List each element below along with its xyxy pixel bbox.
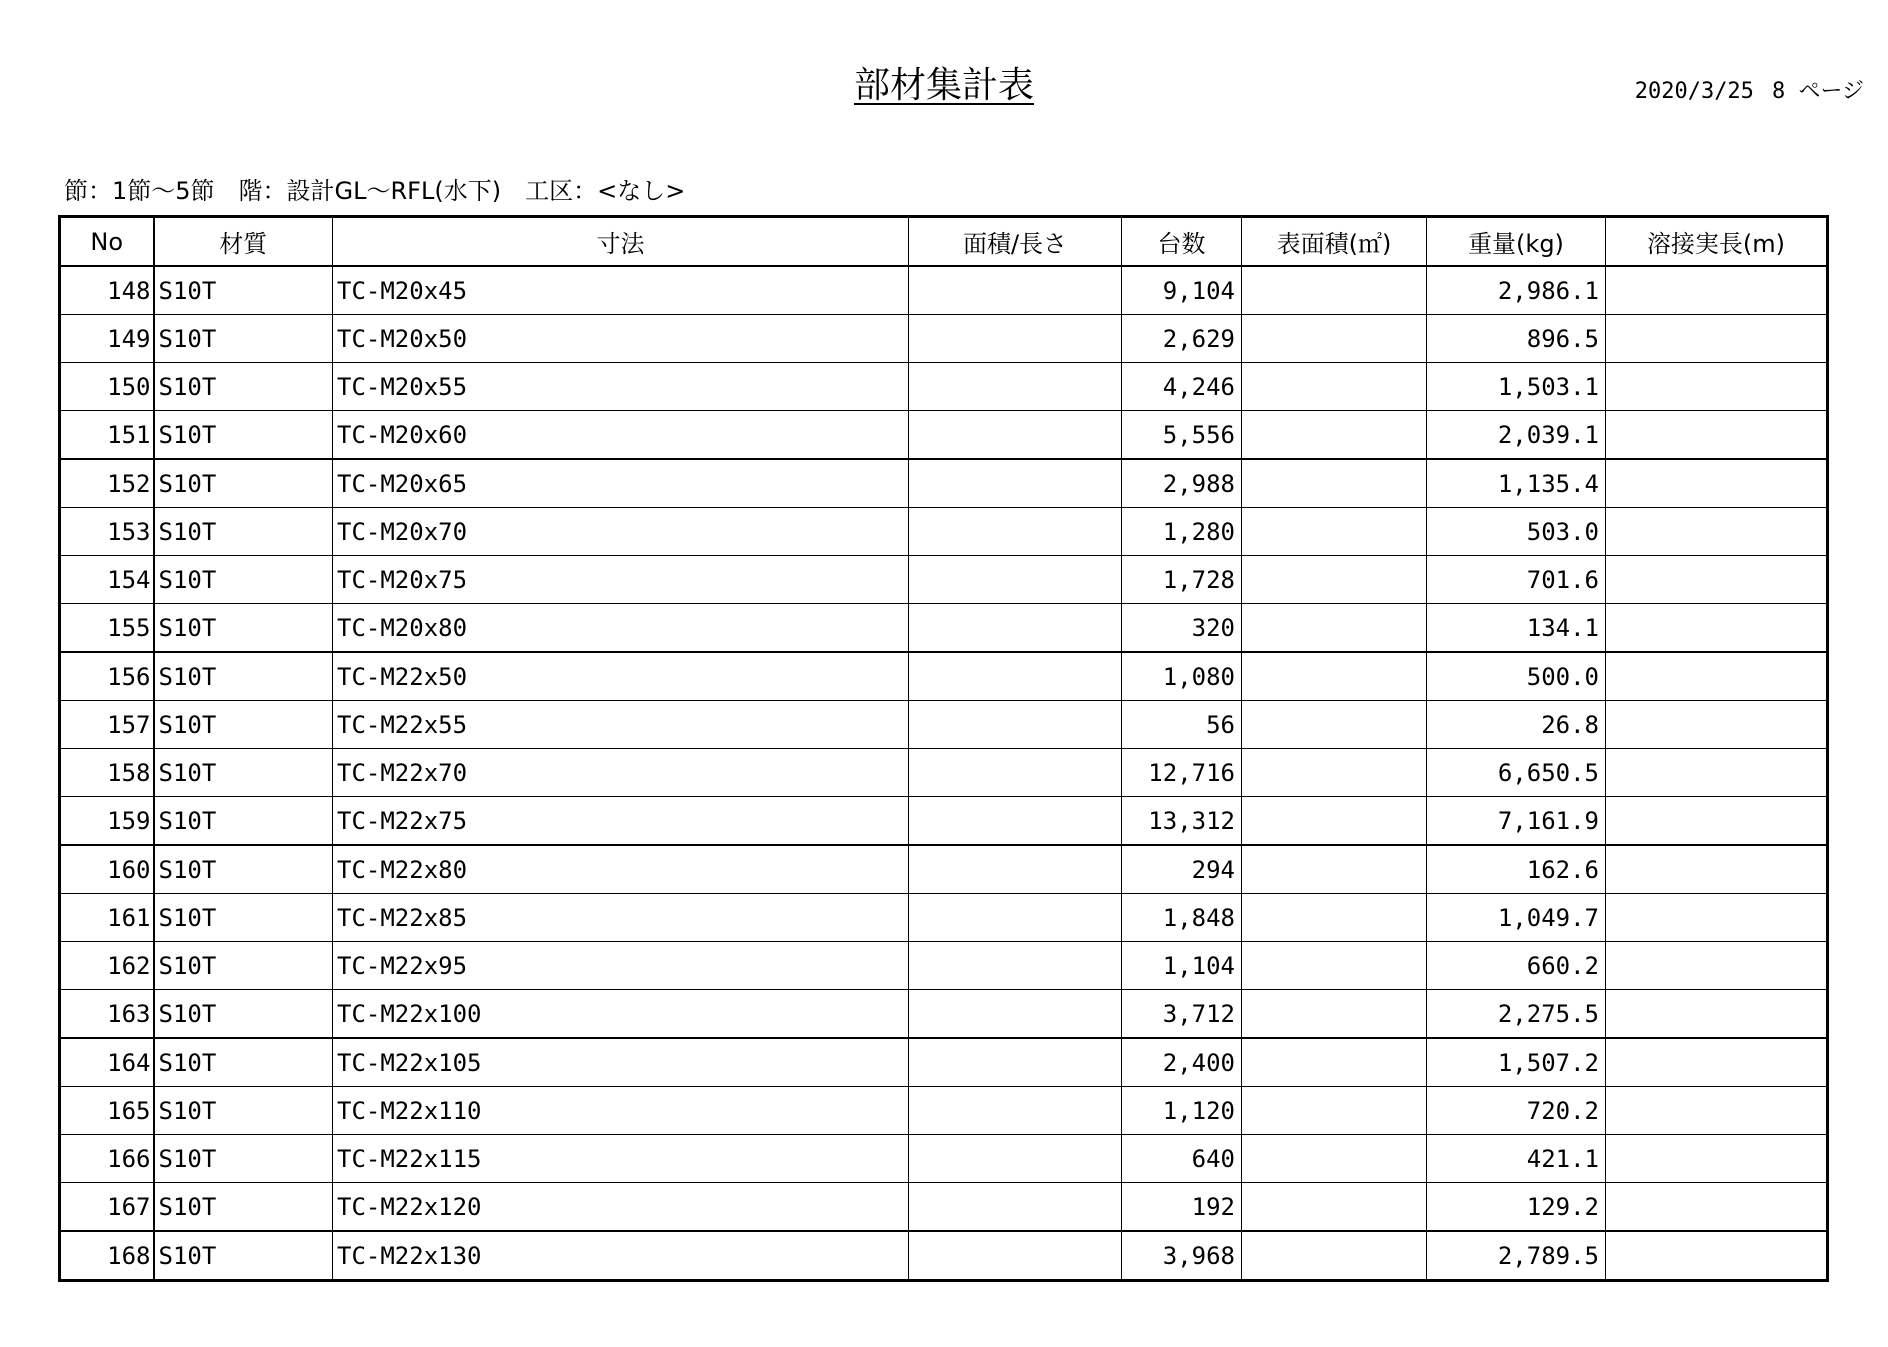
- cell-weld-length: [1606, 508, 1828, 556]
- cell-count: 4,246: [1122, 363, 1242, 411]
- page-number: 8: [1771, 79, 1786, 104]
- cell-weld-length: [1606, 749, 1828, 797]
- cell-surface-area: [1242, 701, 1427, 749]
- cell-area-length: [909, 1038, 1122, 1087]
- cell-surface-area: [1242, 845, 1427, 894]
- column-header-weight: 重量(kg): [1427, 217, 1606, 267]
- cell-material: S10T: [154, 845, 333, 894]
- cell-count: 13,312: [1122, 797, 1242, 846]
- table-row: [60, 1183, 1828, 1232]
- cell-no: 154: [60, 556, 154, 604]
- cell-area-length: [909, 1135, 1122, 1183]
- member-summary-table: [58, 215, 1829, 1282]
- table-row: [60, 411, 1828, 460]
- cell-weight: 26.8: [1427, 701, 1606, 749]
- cell-count: 320: [1122, 604, 1242, 653]
- cell-area-length: [909, 1183, 1122, 1232]
- cell-weld-length: [1606, 1038, 1828, 1087]
- cell-surface-area: [1242, 266, 1427, 315]
- cell-size: TC-M22x50: [333, 652, 909, 701]
- cell-material: S10T: [154, 1087, 333, 1135]
- cell-weld-length: [1606, 652, 1828, 701]
- cell-count: 1,120: [1122, 1087, 1242, 1135]
- cell-no: 164: [60, 1038, 154, 1087]
- cell-weight: 2,986.1: [1427, 266, 1606, 315]
- table-row: [60, 1135, 1828, 1183]
- cell-area-length: [909, 1231, 1122, 1281]
- table-row: [60, 363, 1828, 411]
- table-row: [60, 845, 1828, 894]
- cell-weight: 720.2: [1427, 1087, 1606, 1135]
- cell-no: 161: [60, 894, 154, 942]
- cell-weld-length: [1606, 942, 1828, 990]
- table-row: [60, 894, 1828, 942]
- cell-size: TC-M22x80: [333, 845, 909, 894]
- cell-material: S10T: [154, 701, 333, 749]
- cell-weight: 2,789.5: [1427, 1231, 1606, 1281]
- cell-size: TC-M20x75: [333, 556, 909, 604]
- cell-weight: 162.6: [1427, 845, 1606, 894]
- cell-surface-area: [1242, 556, 1427, 604]
- cell-surface-area: [1242, 894, 1427, 942]
- cell-area-length: [909, 1087, 1122, 1135]
- cell-size: TC-M20x45: [333, 266, 909, 315]
- cell-size: TC-M22x120: [333, 1183, 909, 1232]
- cell-area-length: [909, 411, 1122, 460]
- cell-weight: 134.1: [1427, 604, 1606, 653]
- cell-no: 149: [60, 315, 154, 363]
- cell-weight: 701.6: [1427, 556, 1606, 604]
- table-row: [60, 652, 1828, 701]
- cell-no: 156: [60, 652, 154, 701]
- cell-area-length: [909, 315, 1122, 363]
- cell-no: 163: [60, 990, 154, 1039]
- cell-size: TC-M22x115: [333, 1135, 909, 1183]
- cell-weld-length: [1606, 363, 1828, 411]
- cell-material: S10T: [154, 894, 333, 942]
- cell-no: 166: [60, 1135, 154, 1183]
- cell-material: S10T: [154, 363, 333, 411]
- table-row: [60, 990, 1828, 1039]
- cell-no: 165: [60, 1087, 154, 1135]
- table-row: [60, 508, 1828, 556]
- cell-area-length: [909, 556, 1122, 604]
- cell-count: 2,988: [1122, 459, 1242, 508]
- cell-surface-area: [1242, 942, 1427, 990]
- cell-material: S10T: [154, 411, 333, 460]
- cell-count: 1,848: [1122, 894, 1242, 942]
- cell-no: 148: [60, 266, 154, 315]
- cell-weight: 421.1: [1427, 1135, 1606, 1183]
- cell-size: TC-M22x55: [333, 701, 909, 749]
- cell-area-length: [909, 749, 1122, 797]
- table-row: [60, 604, 1828, 653]
- cell-no: 159: [60, 797, 154, 846]
- cell-surface-area: [1242, 363, 1427, 411]
- cell-weight: 1,507.2: [1427, 1038, 1606, 1087]
- table-row: [60, 459, 1828, 508]
- cell-area-length: [909, 363, 1122, 411]
- table-header-row: [60, 217, 1828, 267]
- column-header-size: 寸法: [333, 217, 909, 267]
- cell-weld-length: [1606, 604, 1828, 653]
- cell-area-length: [909, 266, 1122, 315]
- cell-weld-length: [1606, 411, 1828, 460]
- table-body: [60, 266, 1828, 1281]
- cell-area-length: [909, 797, 1122, 846]
- cell-material: S10T: [154, 797, 333, 846]
- cell-weld-length: [1606, 797, 1828, 846]
- cell-no: 153: [60, 508, 154, 556]
- column-header-count: 台数: [1122, 217, 1242, 267]
- cell-size: TC-M20x80: [333, 604, 909, 653]
- column-header-weld-length: 溶接実長(m): [1606, 217, 1828, 267]
- cell-weight: 7,161.9: [1427, 797, 1606, 846]
- cell-area-length: [909, 508, 1122, 556]
- cell-area-length: [909, 845, 1122, 894]
- cell-weld-length: [1606, 556, 1828, 604]
- table-row: [60, 942, 1828, 990]
- cell-count: 2,629: [1122, 315, 1242, 363]
- cell-material: S10T: [154, 266, 333, 315]
- cell-size: TC-M20x50: [333, 315, 909, 363]
- column-header-surface-area: 表面積(㎡): [1242, 217, 1427, 267]
- cell-weight: 2,275.5: [1427, 990, 1606, 1039]
- cell-count: 294: [1122, 845, 1242, 894]
- table-row: [60, 556, 1828, 604]
- cell-weight: 6,650.5: [1427, 749, 1606, 797]
- cell-weight: 660.2: [1427, 942, 1606, 990]
- cell-count: 5,556: [1122, 411, 1242, 460]
- cell-surface-area: [1242, 1038, 1427, 1087]
- cell-weld-length: [1606, 701, 1828, 749]
- cell-weld-length: [1606, 315, 1828, 363]
- cell-surface-area: [1242, 1135, 1427, 1183]
- cell-count: 192: [1122, 1183, 1242, 1232]
- cell-count: 640: [1122, 1135, 1242, 1183]
- table-row: [60, 1087, 1828, 1135]
- cell-count: 1,080: [1122, 652, 1242, 701]
- cell-count: 2,400: [1122, 1038, 1242, 1087]
- cell-area-length: [909, 604, 1122, 653]
- cell-no: 157: [60, 701, 154, 749]
- cell-count: 9,104: [1122, 266, 1242, 315]
- cell-material: S10T: [154, 556, 333, 604]
- cell-area-length: [909, 894, 1122, 942]
- cell-area-length: [909, 990, 1122, 1039]
- cell-no: 167: [60, 1183, 154, 1232]
- cell-size: TC-M20x55: [333, 363, 909, 411]
- cell-material: S10T: [154, 942, 333, 990]
- cell-weight: 2,039.1: [1427, 411, 1606, 460]
- cell-weld-length: [1606, 1087, 1828, 1135]
- page-info: [1635, 78, 1864, 106]
- cell-surface-area: [1242, 1231, 1427, 1281]
- cell-size: TC-M20x60: [333, 411, 909, 460]
- print-date: 2020/3/25: [1634, 79, 1754, 104]
- cell-surface-area: [1242, 315, 1427, 363]
- cell-count: 1,104: [1122, 942, 1242, 990]
- page-label: ページ: [1798, 79, 1864, 104]
- cell-material: S10T: [154, 459, 333, 508]
- cell-weld-length: [1606, 266, 1828, 315]
- table-row: [60, 1038, 1828, 1087]
- cell-weld-length: [1606, 990, 1828, 1039]
- cell-surface-area: [1242, 749, 1427, 797]
- cell-no: 151: [60, 411, 154, 460]
- cell-size: TC-M22x105: [333, 1038, 909, 1087]
- title-text: 部材集計表: [853, 65, 1034, 106]
- cell-no: 150: [60, 363, 154, 411]
- cell-size: TC-M22x95: [333, 942, 909, 990]
- cell-material: S10T: [154, 604, 333, 653]
- cell-surface-area: [1242, 459, 1427, 508]
- cell-surface-area: [1242, 411, 1427, 460]
- cell-size: TC-M22x100: [333, 990, 909, 1039]
- cell-no: 152: [60, 459, 154, 508]
- cell-size: TC-M22x75: [333, 797, 909, 846]
- cell-surface-area: [1242, 1183, 1427, 1232]
- cell-weight: 129.2: [1427, 1183, 1606, 1232]
- cell-size: TC-M22x110: [333, 1087, 909, 1135]
- cell-surface-area: [1242, 508, 1427, 556]
- cell-material: S10T: [154, 652, 333, 701]
- cell-no: 158: [60, 749, 154, 797]
- cell-size: TC-M22x70: [333, 749, 909, 797]
- cell-size: TC-M20x70: [333, 508, 909, 556]
- cell-material: S10T: [154, 749, 333, 797]
- cell-surface-area: [1242, 797, 1427, 846]
- cell-count: 56: [1122, 701, 1242, 749]
- cell-weld-length: [1606, 894, 1828, 942]
- cell-surface-area: [1242, 1087, 1427, 1135]
- cell-area-length: [909, 701, 1122, 749]
- column-header-material: 材質: [154, 217, 333, 267]
- cell-weight: 500.0: [1427, 652, 1606, 701]
- cell-area-length: [909, 459, 1122, 508]
- cell-weld-length: [1606, 1135, 1828, 1183]
- cell-weight: 503.0: [1427, 508, 1606, 556]
- table-row: [60, 701, 1828, 749]
- cell-weight: 1,049.7: [1427, 894, 1606, 942]
- cell-count: 1,728: [1122, 556, 1242, 604]
- cell-material: S10T: [154, 1038, 333, 1087]
- cell-weld-length: [1606, 845, 1828, 894]
- cell-no: 155: [60, 604, 154, 653]
- cell-weld-length: [1606, 1183, 1828, 1232]
- cell-size: TC-M20x65: [333, 459, 909, 508]
- column-header-no: No: [60, 217, 154, 267]
- cell-count: 3,968: [1122, 1231, 1242, 1281]
- cell-material: S10T: [154, 315, 333, 363]
- table-row: [60, 266, 1828, 315]
- table-row: [60, 1231, 1828, 1281]
- cell-surface-area: [1242, 604, 1427, 653]
- cell-material: S10T: [154, 508, 333, 556]
- cell-no: 162: [60, 942, 154, 990]
- cell-area-length: [909, 942, 1122, 990]
- page-title: [0, 64, 1888, 108]
- cell-weld-length: [1606, 459, 1828, 508]
- table-row: [60, 797, 1828, 846]
- table-row: [60, 315, 1828, 363]
- cell-no: 160: [60, 845, 154, 894]
- cell-weight: 1,503.1: [1427, 363, 1606, 411]
- cell-material: S10T: [154, 1231, 333, 1281]
- cell-size: TC-M22x85: [333, 894, 909, 942]
- cell-size: TC-M22x130: [333, 1231, 909, 1281]
- table-row: [60, 749, 1828, 797]
- cell-surface-area: [1242, 652, 1427, 701]
- cell-material: S10T: [154, 1183, 333, 1232]
- cell-material: S10T: [154, 990, 333, 1039]
- cell-count: 1,280: [1122, 508, 1242, 556]
- cell-count: 12,716: [1122, 749, 1242, 797]
- cell-no: 168: [60, 1231, 154, 1281]
- cell-weld-length: [1606, 1231, 1828, 1281]
- cell-weight: 1,135.4: [1427, 459, 1606, 508]
- cell-surface-area: [1242, 990, 1427, 1039]
- column-header-area-length: 面積/長さ: [909, 217, 1122, 267]
- cell-area-length: [909, 652, 1122, 701]
- filter-conditions: 節：1節～5節 階：設計GL～RFL(水下) 工区：<なし>: [64, 177, 686, 205]
- cell-material: S10T: [154, 1135, 333, 1183]
- cell-weight: 896.5: [1427, 315, 1606, 363]
- cell-count: 3,712: [1122, 990, 1242, 1039]
